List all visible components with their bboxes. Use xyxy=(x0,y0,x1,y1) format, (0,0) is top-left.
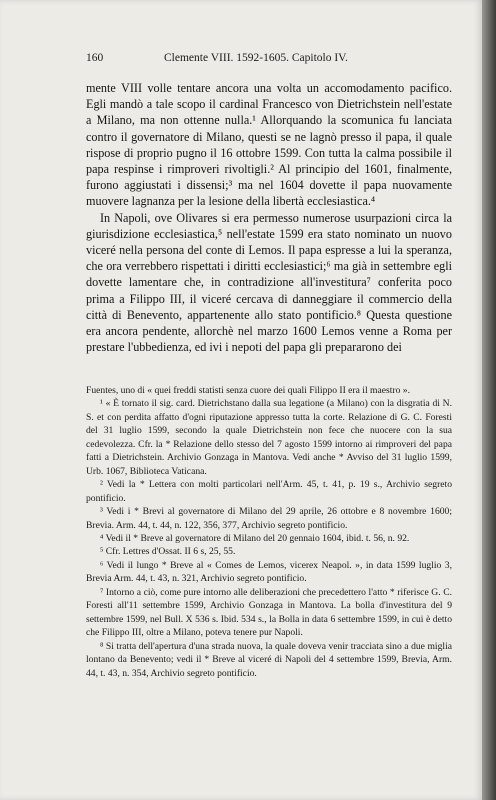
page-edge-shadow xyxy=(482,0,496,800)
footnote-continuation: Fuentes, uno di « quei freddi statisti senza cuore dei quali Filippo II era il maestro ». xyxy=(86,385,410,396)
paragraph: mente VIII volle tentare ancora una volta un accomodamento pacifico. Egli mandò a tale scopo il cardinal Francesco von Dietrichstein nell'estate a Milano, ma non ottenne nulla.¹ Allorquando la scomunica fu lanciata contro il governatore di Milano, questi se ne lagnò presso il papa, il quale rispose di proprio pugno il 16 ottobre 1599. Con tutta la calma possibile il papa respinse i rimproveri rivoltigli.² Al principio del 1601, finalmente, furono aggiustati i dissensi;³ ma nel 1604 dovette il papa nuovamente muovere lagnanza per la lesione della libertà ecclesiastica.⁴ xyxy=(86,81,452,209)
footnote: ⁶ Vedi il lungo * Breve al « Comes de Lemos, vicerex Neapol. », in data 1599 luglio 3, Brevia Arm. 44, t. 43, n. 321, Archivio segreto pontificio. xyxy=(86,559,452,585)
footnote: ³ Vedi i * Brevi al governatore di Milano del 29 aprile, 26 ottobre e 8 novembre 1600; Brevia. Arm. 44, t. 44, n. 122, 356, 377, Archivio segreto pontificio. xyxy=(86,506,452,531)
paragraph: In Napoli, ove Olivares si era permesso numerose usurpazioni circa la giurisdizione ecclesiastica,⁵ nell'estate 1599 era stato nominato un nuovo viceré nella persona del conte di Lemos. Il papa espresse a lui la speranza, che ora verrebbero rispettati i diritti ecclesiastici;⁶ ma già in settembre egli dovette lamentare che, in contradizione all'investitura⁷ conferita poco prima a Filippo III, il viceré cercava di danneggiare il commercio della città di Benevento, appartenente allo stato pontificio.⁸ Questa questione era ancora pendente, allorchè nel marzo 1600 Lemos venne a Roma per prestare l'ubbedienza, ed ivi i nepoti del papa gli prepararono dei xyxy=(86,210,452,355)
footnote: ⁸ Si tratta dell'apertura d'una strada nuova, la quale doveva venir tracciata sino a due miglia lontano da Benevento; vedi il * Breve al viceré di Napoli del 4 settembre 1599, Brevia, Arm. 44, t. 43, n. 354, Archivio segreto pontificio. xyxy=(86,640,452,679)
running-header xyxy=(86,52,436,64)
running-title: Clemente VIII. 1592-1605. Capitolo IV. xyxy=(164,52,348,64)
footnote: ⁴ Vedi il * Breve al governatore di Milano del 20 gennaio 1604, ibid. t. 56, n. 92. xyxy=(100,532,410,544)
page-number: 160 xyxy=(86,52,104,64)
main-text xyxy=(86,80,452,355)
footnote: ⁵ Cfr. Lettres d'Ossat. II 6 s, 25, 55. xyxy=(100,546,236,558)
footnotes xyxy=(86,384,452,680)
footnote: ¹ « È tornato il sig. card. Dietrichstano dalla sua legatione (a Milano) con la disgratia di N. S. et con perdita affatto d'ogni riputazione appresso tutta la corte. Relazione di G. C. Foresti del 31 luglio 1599, secondo la quale Dietrichstein non fece che nuocere con la sua cedevolezza. Cfr. la * Relazione dello stesso del 7 agosto 1599 intorno ai rimproveri del papa fatti a Dietrichstein. Archivio Gonzaga in Mantova. Vedi anche * Avviso del 31 luglio 1599, Urb. 1067, Biblioteca Vaticana. xyxy=(86,398,452,477)
footnote: ⁷ Intorno a ciò, come pure intorno alle deliberazioni che precedettero l'atto * riferisce G. C. Foresti all'11 settembre 1599, Archivio Gonzaga in Mantova. La bolla d'investitura del 9 settembre 1599, nel Bull. X 536 s. Ibid. 534 s., la Bolla in data 6 settembre 1599, in cui è detto che Filippo III, oltre a Milano, poteva tenere pur Napoli. xyxy=(86,586,452,639)
footnote: ² Vedi la * Lettera con molti particolari nell'Arm. 45, t. 41, p. 19 s., Archivio segreto pontificio. xyxy=(86,479,452,504)
